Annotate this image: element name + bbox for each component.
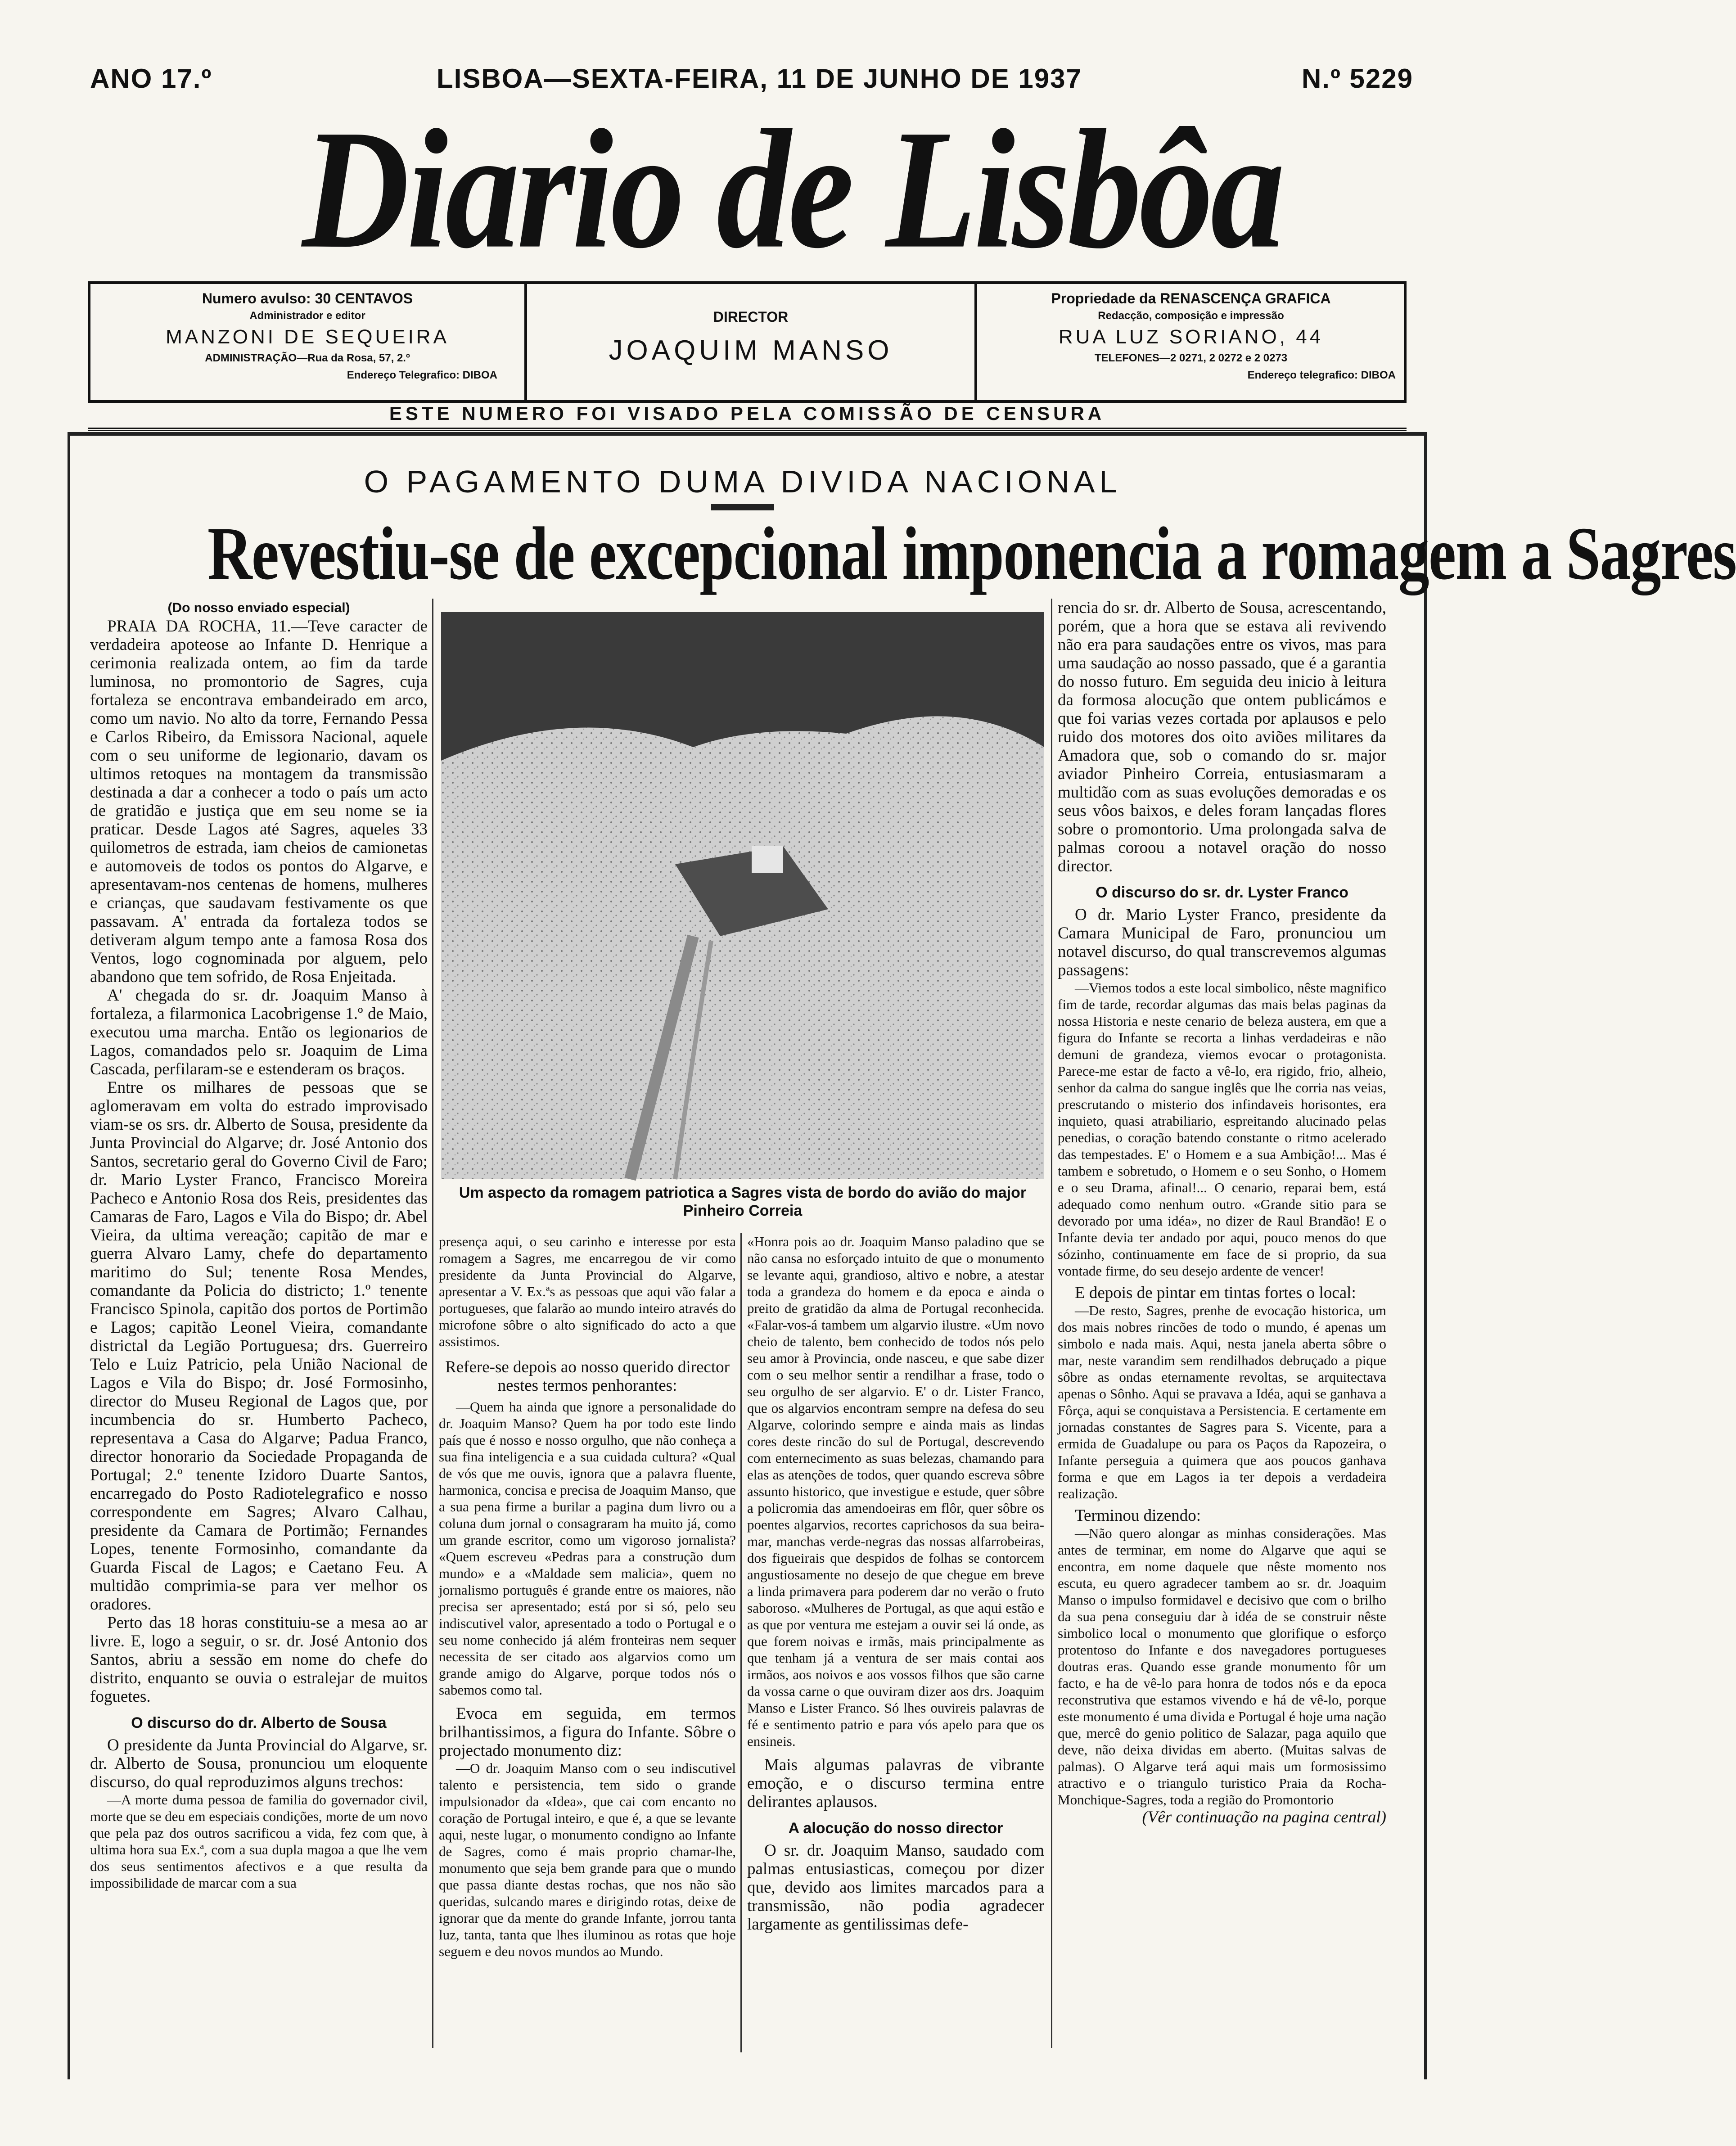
issue-number: N.º 5229 [1301,63,1413,94]
column-2 [439,1233,736,2052]
info-right [977,284,1405,400]
telegraph-left: Endereço Telegrafico: DIBOA [347,369,497,381]
censorship-notice: ESTE NUMERO FOI VISADO PELA COMISSÃO DE CENSURA [88,403,1407,431]
paragraph: rencia do sr. dr. Alberto de Sousa, acrescentando, porém, que a hora que se estava ali revivendo não era para saudações entre os vivos, mas para uma saudação ao nosso passado, que é a garantia do nosso futuro. Em seguida deu inicio à leitura da formosa alocução que ontem publicámos e que foi varias vezes cortada por aplausos e pelo ruido dos motores dos oito aviões militares da Amadora que, sob o comando do sr. major aviador Pinheiro Correia, entusiasmaram a multidão com as suas evoluções demoradas e os seus vôos baixos, e deles foram lançadas flores sobre o promontorio. Uma prolongada salva de palmas coroou a notavel oração do nosso director. [1058,599,1386,875]
telegraph-right: Endereço telegrafico: DIBOA [1247,369,1396,381]
column-4 [1058,599,1386,2048]
article-kicker: O PAGAMENTO DUMA DIVIDA NACIONAL [364,464,1122,499]
paragraph: Perto das 18 horas constituiu-se a mesa ao ar livre. E, logo a seguir, o sr. dr. José Antonio dos Santos, abriu a sessão em nome do chefe do distrito, enquanto se ouvia o estralejar de muitos foguetes. [90,1614,428,1706]
paragraph: Entre os milhares de pessoas que se aglomeravam em volta do estrado improvisado viam-se os srs. dr. Alberto de Sousa, presidente da Junta Provincial do Algarve; dr. José Antonio dos Santos, secretario geral do Governo Civil de Faro; dr. Mario Lyster Franco, Francisco Moreira Pacheco e Antonio Rosa dos Reis, presidentes das Camaras de Faro, Lagos e Vila do Bispo; dr. Abel Vieira, da ultima vereação; capitão de mar e guerra Alvaro Lamy, chefe do departamento maritimo do Sul; tenente Rosa Mendes, comandante da Policia do districto; 1.º tenente Francisco Spinola, capitão dos portos de Portimão e Lagos; capitão Leonel Vieira, comandante districtal da Legião Portuguesa; drs. Guerreiro Telo e Luiz Patricio, pela União Nacional de Lagos e Vila do Bispo; dr. José Formosinho, director do Museu Regional de Lagos que, por incumbencia do sr. Humberto Pacheco, representava a Casa do Algarve; Padua Franco, director honorario da Sociedade Propaganda de Portugal; 2.º tenente Izidoro Duarte Santos, encarregado do Posto Radiotelegrafico e nosso correspondente em Sagres; Alvaro Calhau, presidente da Camara de Portimão; Fernandes Lopes, tenente Formosinho, comandante da Guarda Fiscal de Lagos; e Caetano Feu. A multidão comprimia-se para ver melhor os oradores. [90,1078,428,1614]
info-left [90,284,527,400]
paragraph: Terminou dizendo: [1075,1506,1201,1525]
owner: Propriedade da RENASCENÇA GRAFICA [1051,290,1331,307]
column-rule [432,599,433,2048]
dateline: LISBOA—SEXTA-FEIRA, 11 DE JUNHO DE 1937 [437,63,1082,94]
phones: TELEFONES—2 0271, 2 0272 e 2 0273 [1094,352,1288,364]
continuation-note: (Vêr continuação na pagina central) [1142,1808,1386,1826]
masthead-title: Diario de Lisbôa [302,95,1282,284]
aerial-photo [441,612,1044,1179]
quote: —Quem ha ainda que ignore a personalidade do dr. Joaquim Manso? Quem ha por todo este lindo país que é nosso e nosso orgulho, que não conheça a sua fina inteligencia e a sua cuidada cultura? «Qual de vós que me ouvis, ignora que a palavra fluente, harmonica, concisa e precisa de Joaquim Manso, que a sua pena firme a burilar a pagina dum livro ou a coluna dum jornal o consagraram ha muito já, como um grande escritor, como um vigoroso jornalista? «Quem escreveu «Pedras para a construção dum mundo» e a «Maldade sem malicia», quem no jornalismo português é grande entre os maiores, não precisa ser apresentado; está por si só, pelo seu indiscutivel valor, apresentado a todo o Portugal e o seu nome conhecido já além fronteiras nem sequer necessita de ser citado aos algarvios como um grande amigo do Algarve, porque todos nós o sabemos como tal. [439,1399,736,1698]
masthead [198,95,1386,284]
quote: —O dr. Joaquim Manso com o seu indiscutivel talento e persistencia, tem sido o grande impulsionador da «Idea», que cai com encanto no coração de Portugal inteiro, e que é, a que se levante aqui, neste lugar, o monumento condigno ao Infante de Sagres, como é mais proprio chamar-lhe, monumento que seja bem grande para que o mundo que passa diante destas rochas, que nos não são queridas, sulcando mares e dirigindo rotas, deixe de ignorar que da mente do grande Infante, jorrou tanta luz, tanta, tanta que lhes iluminou as rotas que hoje seguem e deu novos mundos ao Mundo. [439,1760,736,1959]
quote: —De resto, Sagres, prenhe de evocação historica, um dos mais nobres rincões de todo o mundo, é apenas um simbolo e nada mais. Aqui, nesta janela aberta sôbre o mar, neste varandim sem rendilhados debruçado a pique sôbre as ondas eternamente revoltas, se arquitectava apenas o Sônho. Aqui se pravava a Idéa, aqui se ganhava a Fôrça, aqui se conquistava a Persistencia. E certamente em jornadas constantes de Sagres para S. Vicente, para a ermida de Guadalupe ou para os Paços da Rapozeira, o Infante perseguia a quimera que aos poucos ganhava forma e que em Lagos ia ter depois a verdadeira realização. [1058,1303,1386,1501]
paragraph: A' chegada do sr. dr. Joaquim Manso à fortaleza, a filarmonica Lacobrigense 1.º de Maio, executou uma marcha. Então os legionarios de Lagos, comandados pelo sr. Joaquim de Lima Cascada, perfilaram-se e estenderam os braços. [90,986,428,1078]
subheading: O discurso do dr. Alberto de Sousa [131,1714,387,1731]
dateline-bar [86,63,1418,95]
photo-caption: Um aspecto da romagem patriotica a Sagres vista de bordo do avião do major Pinheiro Correia [459,1184,1027,1219]
info-box [88,281,1407,403]
column-rule [1051,599,1052,2048]
quote: presença aqui, o seu carinho e interesse por esta romagem a Sagres, me encarregou de vir como presidente da Junta Provincial do Algarve, apresentar a V. Ex.ªs as pessoas que aqui vão falar a portugueses, que falarão ao mundo inteiro através do microfone sôbre o alto significado do acto a que assistimos. [439,1234,736,1349]
kicker-ornament [711,504,774,510]
price: Numero avulso: 30 CENTAVOS [202,290,413,307]
article-credit: (Do nosso enviado especial) [167,600,350,615]
quote: —Não quero alongar as minhas considerações. Mas antes de terminar, em nome do Algarve que aqui se encontra, em nome daquele que nêste momento nos escuta, eu quero agradecer tambem ao sr. dr. Joaquim Manso o impulso formidavel e decisivo que com o brilho da sua pena conseguiu dar à idéa de se construir nêste simbolico local o monumento que glorifique o esforço protentoso do Infante e dos navegadores portugueses doutras eras. Quando esse grande monumento fôr um facto, e ha de vê-lo para honra de todos nós e da epoca reconstrutiva que estamos vivendo e há de vê-lo, porque este monumento é uma divida e Portugal é hoje uma nação que, mercê do genio politico de Salazar, paga aquilo que deve, não deixa dividas em aberto. (Muitas salvas de palmas). O Algarve terá aqui mais um formosissimo atractivo e o triangulo turistico Praia da Rocha-Monchique-Sagres, toda a região do Promontorio [1058,1525,1386,1808]
photo-illustration [441,612,1044,1179]
article-headline: Revestiu-se de excepcional imponencia a romagem a Sagres [207,512,1736,595]
street: RUA LUZ SORIANO, 44 [1058,326,1324,348]
director-name: JOAQUIM MANSO [609,335,893,366]
paragraph: O dr. Mario Lyster Franco, presidente da Camara Municipal de Faro, pronunciou um notavel discurso, do qual transcrevemos algumas passagens: [1058,906,1386,979]
quote: —Viemos todos a este local simbolico, nêste magnifico fim de tarde, recordar algumas das mais belas paginas da nossa Historia e neste cenario de beleza austera, em que a figura do Infante se recorta a linhas verdadeiras e não demuni de grandeza, viemos evocar o protagonista. Parece-me estar de facto a vê-lo, era rigido, frio, alheio, senhor da calma do sangue inglês que lhe corria nas veias, prescrutando o misterio dos infindaveis horisontes, era inquieto, quasi atrabiliario, espreitando alucinado pelas penedias, o coração batendo constante o ritmo acelerado das tempestades. E' o Homem e a sua Ambição!... Mas é tambem e sobretudo, o Homem e o seu Sonho, o Homem e o seu Drama, afinal!... O cenario, reparai bem, está adequado como nenhum outro. «Grande sitio para se devorado por uma idéa», no dizer de Raul Brandão! E o Infante devia ter andado por aqui, pouco menos do que sózinho, continuamente em face de si proprio, da sua vontade firme, do seu desejo ardente de vencer! [1058,980,1386,1279]
column-rule [740,1233,742,2052]
paragraph: O sr. dr. Joaquim Manso, saudado com palmas entusiasticas, começou por dizer que, devido aos limites marcados para a transmissão, não podia agradecer largamente as gentilissimas defe- [747,1841,1044,1934]
quote: —A morte duma pessoa de familia do governador civil, morte que se deu em especiais condições, morte de um novo que pela paz dos outros sacrificou a vida, fez com que, à ultima hora sua Ex.ª, com a sua dupla magoa a que lhe vem dos seus sentimentos afectivos e a que resulta da impossibilidade de marcar com a sua [90,1792,428,1891]
admin-address: ADMINISTRAÇÃO—Rua da Rosa, 57, 2.º [205,352,410,364]
admin-name: MANZONI DE SEQUEIRA [166,326,449,348]
paragraph: O presidente da Junta Provincial do Algarve, sr. dr. Alberto de Sousa, pronunciou um eloquente discurso, do qual reproduzimos alguns trechos: [90,1736,428,1791]
quote: «Honra pois ao dr. Joaquim Manso paladino que se não cansa no esforçado intuito de que o monumento se levante aqui, grandioso, altivo e nobre, a atestar toda a grandeza do homem e da epoca e ainda o preito de gratidão da alma de Portugal reconhecida. «Falar-vos-á tambem um algarvio ilustre. «Um novo cheio de talento, bem conhecido de todos nós pelo seu amor à Provincia, onde nasceu, e que sabe dizer com o seu melhor sentir a rendilhar a frase, todo o seu orgulho de ser algarvio. E' o dr. Lister Franco, que os algarvios encontram sempre na defesa do seu Algarve, colorindo sempre e ainda mais as lindas cores deste rincão do sul de Portugal, descrevendo com enternecimento as suas belezas, chamando para elas as atenções de todos, quer quando escreva sôbre assunto historico, que investigue e estude, quer sôbre a policromia das amendoeiras em flôr, quer sôbre os poentes algarvios, recortes caprichosos da sua beira-mar, manchas verde-negras das nossas alfarrobeiras, dos figueirais que despidos de folhas se contorcem angustiosamente no desejo de que chegue em breve a linda primavera para poderem dar no verão o fruto saboroso. «Mulheres de Portugal, as que aqui estão e as que por ventura me estejam a ouvir sei lá onde, as que forem noivas e irmãs, mais principalmente as que tenham já a ventura de ser mais contai aos irmãos, aos noivos e aos vossos filhos que são carne da vossa carne o que ouviram dizer aos drs. Joaquim Manso e Lister Franco. Só lhes ouvireis palavras de fé e sentimento patrio e para vós apelo para que os ensineis. [747,1234,1044,1749]
subheading: O discurso do sr. dr. Lyster Franco [1096,884,1348,901]
paragraph: E depois de pintar em tintas fortes o local: [1075,1284,1356,1302]
info-middle [527,284,977,400]
year-label: ANO 17.º [90,63,212,94]
admin-label: Administrador e editor [249,310,365,322]
column-3 [747,1233,1044,2052]
paragraph: Refere-se depois ao nosso querido director nestes termos penhorantes: [445,1358,730,1395]
subheading: A alocução do nosso director [788,1820,1003,1837]
column-1 [90,599,428,2048]
paragraph: Mais algumas palavras de vibrante emoção, e o discurso termina entre delirantes aplausos. [747,1756,1044,1811]
services: Redacção, composição e impressão [1098,310,1284,322]
director-label: DIRECTOR [713,309,789,325]
paragraph: PRAIA DA ROCHA, 11.—Teve caracter de verdadeira apoteose ao Infante D. Henrique a cerimonia realizada ontem, ao fim da tarde luminosa, no promontorio de Sagres, cuja fortaleza se encontrava embandeirado em arco, como um navio. No alto da torre, Fernando Pessa e Carlos Ribeiro, da Emissora Nacional, aquele com o seu uniforme de legionario, davam os ultimos retoques na montagem da transmissão destinada a dar a conhecer a todo o país um acto de gratidão e justiça que em seu nome se ia praticar. Desde Lagos até Sagres, aqueles 33 quilometros de estrada, iam cheios de camionetas e automoveis de todos os pontos do Algarve, e apresentavam-nos centenas de homens, mulheres e crianças, que saudavam festivamente os que passavam. A' entrada da fortaleza todos se detiveram algum tempo ante a famosa Rosa dos Ventos, logo cognominada por alguem, pelo abandono que tem sofrido, de Rosa Enjeitada. [90,617,428,986]
paragraph: Evoca em seguida, em termos brilhantissimos, a figura do Infante. Sôbre o projectado monumento diz: [439,1704,736,1760]
